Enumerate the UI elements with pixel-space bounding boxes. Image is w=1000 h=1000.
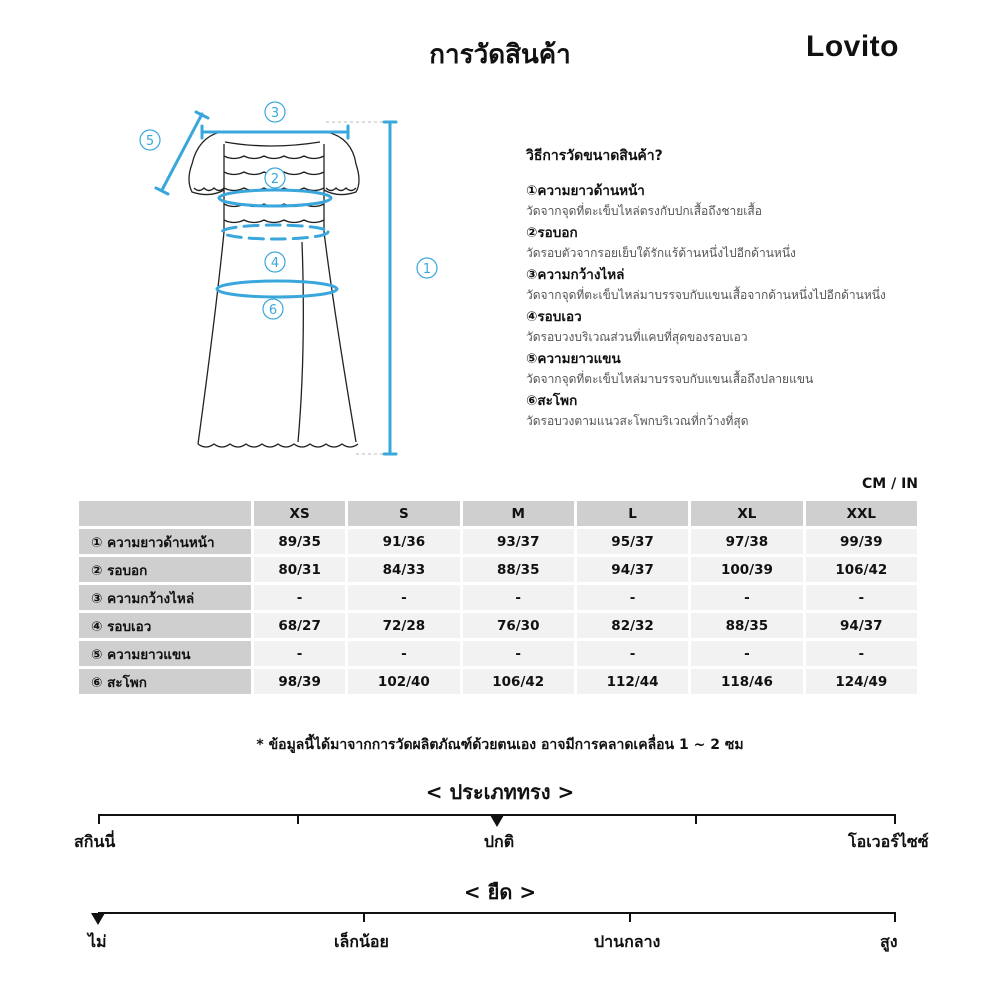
table-cell: - <box>348 585 459 610</box>
guide-item-heading: ②รอบอก <box>526 225 578 241</box>
guide-item-description: วัดรอบวงบริเวณส่วนที่แคบที่สุดของรอบเอว <box>526 330 748 344</box>
unit-label: CM / IN <box>862 476 918 492</box>
table-corner <box>79 501 251 526</box>
table-cell: 98/39 <box>254 669 345 694</box>
table-cell: - <box>577 641 688 666</box>
table-cell: - <box>463 585 574 610</box>
table-cell: 95/37 <box>577 529 688 554</box>
guide-item-description: วัดจากจุดที่ตะเข็บไหล่มาบรรจบกับแขนเสื้อถึงปลายแขน <box>526 372 814 386</box>
table-cell: 99/39 <box>806 529 917 554</box>
table-cell: - <box>691 641 802 666</box>
measurement-note: * ข้อมูลนี้ได้มาจากการวัดผลิตภัณฑ์ด้วยตนเอง อาจมีการคลาดเคลื่อน 1 ~ 2 ซม <box>256 737 744 753</box>
table-row <box>79 641 917 666</box>
dress-illustration <box>120 92 460 472</box>
size-header: S <box>348 501 459 526</box>
table-cell: 118/46 <box>691 669 802 694</box>
guide-item-heading: ⑥สะโพก <box>526 393 578 409</box>
table-cell: 89/35 <box>254 529 345 554</box>
fit-selected-marker <box>490 815 504 827</box>
dress-measurement-diagram <box>120 92 460 472</box>
svg-text:3: 3 <box>270 106 280 121</box>
svg-text:1: 1 <box>422 262 432 277</box>
fit-scale-tick <box>894 814 896 824</box>
table-cell: 102/40 <box>348 669 459 694</box>
guide-title: วิธีการวัดขนาดสินค้า? <box>526 148 663 164</box>
fit-scale-tick <box>695 814 697 824</box>
page-title: การวัดสินค้า <box>429 40 571 70</box>
stretch-label-medium: ปานกลาง <box>594 932 661 951</box>
guide-item-heading: ⑤ความยาวแขน <box>526 351 621 367</box>
table-cell: - <box>806 641 917 666</box>
row-label: ⑥ สะโพก <box>79 669 251 694</box>
table-cell: - <box>348 641 459 666</box>
table-cell: 88/35 <box>463 557 574 582</box>
table-cell: 91/36 <box>348 529 459 554</box>
guide-item-description: วัดจากจุดที่ตะเข็บไหล่มาบรรจบกับแขนเสื้อจากด้านหนึ่งไปอีกด้านหนึ่ง <box>526 288 886 302</box>
brand-logo: Lovito <box>806 30 899 63</box>
row-label: ⑤ ความยาวแขน <box>79 641 251 666</box>
table-cell: 124/49 <box>806 669 917 694</box>
table-cell: 94/37 <box>806 613 917 638</box>
size-header: L <box>577 501 688 526</box>
measurement-guide <box>526 145 966 433</box>
guide-item-heading: ①ความยาวด้านหน้า <box>526 183 645 199</box>
table-cell: 93/37 <box>463 529 574 554</box>
fit-label-skinny: สกินนี่ <box>74 832 116 851</box>
table-cell: 106/42 <box>806 557 917 582</box>
table-cell: 76/30 <box>463 613 574 638</box>
fit-label-regular: ปกติ <box>483 832 515 851</box>
stretch-scale-tick <box>363 912 365 922</box>
table-cell: - <box>691 585 802 610</box>
table-header-row <box>79 501 917 526</box>
guide-item <box>526 223 966 263</box>
stretch-scale-tick <box>629 912 631 922</box>
size-header: XL <box>691 501 802 526</box>
guide-item <box>526 391 966 431</box>
table-cell: - <box>254 641 345 666</box>
guide-item-description: วัดจากจุดที่ตะเข็บไหล่ตรงกับปกเสื้อถึงชายเสื้อ <box>526 204 762 218</box>
table-row <box>79 613 917 638</box>
table-cell: 88/35 <box>691 613 802 638</box>
stretch-scale-title: < ยืด > <box>463 880 537 904</box>
fit-scale-title: < ประเภททรง > <box>425 780 575 804</box>
row-label: ② รอบอก <box>79 557 251 582</box>
fit-scale-tick <box>297 814 299 824</box>
table-cell: 84/33 <box>348 557 459 582</box>
table-cell: 94/37 <box>577 557 688 582</box>
table-cell: - <box>577 585 688 610</box>
guide-item-description: วัดรอบตัวจากรอยเย็บใต้รักแร้ด้านหนึ่งไปอีกด้านหนึ่ง <box>526 246 796 260</box>
size-header: XXL <box>806 501 917 526</box>
table-cell: - <box>254 585 345 610</box>
table-cell: 112/44 <box>577 669 688 694</box>
size-header: M <box>463 501 574 526</box>
svg-text:6: 6 <box>268 303 278 318</box>
table-cell: 72/28 <box>348 613 459 638</box>
svg-text:5: 5 <box>145 134 155 149</box>
row-label: ③ ความกว้างไหล่ <box>79 585 251 610</box>
table-cell: - <box>806 585 917 610</box>
stretch-scale-tick <box>894 912 896 922</box>
fit-label-oversize: โอเวอร์ไซซ์ <box>848 832 929 851</box>
fit-scale-tick <box>98 814 100 824</box>
size-header: XS <box>254 501 345 526</box>
guide-item-description: วัดรอบวงตามแนวสะโพกบริเวณที่กว้างที่สุด <box>526 414 749 428</box>
table-cell: 97/38 <box>691 529 802 554</box>
table-cell: 100/39 <box>691 557 802 582</box>
guide-item-heading: ③ความกว้างไหล่ <box>526 267 625 283</box>
stretch-label-slight: เล็กน้อย <box>334 932 389 951</box>
table-cell: 68/27 <box>254 613 345 638</box>
table-cell: 106/42 <box>463 669 574 694</box>
table-row <box>79 669 917 694</box>
stretch-scale-line <box>98 912 896 914</box>
stretch-selected-marker <box>91 913 105 925</box>
guide-item <box>526 349 966 389</box>
table-cell: 80/31 <box>254 557 345 582</box>
guide-item <box>526 265 966 305</box>
svg-text:4: 4 <box>270 256 280 271</box>
table-row <box>79 585 917 610</box>
guide-item <box>526 307 966 347</box>
table-cell: - <box>463 641 574 666</box>
row-label: ① ความยาวด้านหน้า <box>79 529 251 554</box>
stretch-label-high: สูง <box>880 932 898 951</box>
size-table <box>76 498 920 697</box>
row-label: ④ รอบเอว <box>79 613 251 638</box>
table-row <box>79 557 917 582</box>
table-row <box>79 529 917 554</box>
guide-item-heading: ④รอบเอว <box>526 309 582 325</box>
stretch-label-none: ไม่ <box>88 932 107 951</box>
table-cell: 82/32 <box>577 613 688 638</box>
svg-text:2: 2 <box>270 172 280 187</box>
guide-item <box>526 181 966 221</box>
